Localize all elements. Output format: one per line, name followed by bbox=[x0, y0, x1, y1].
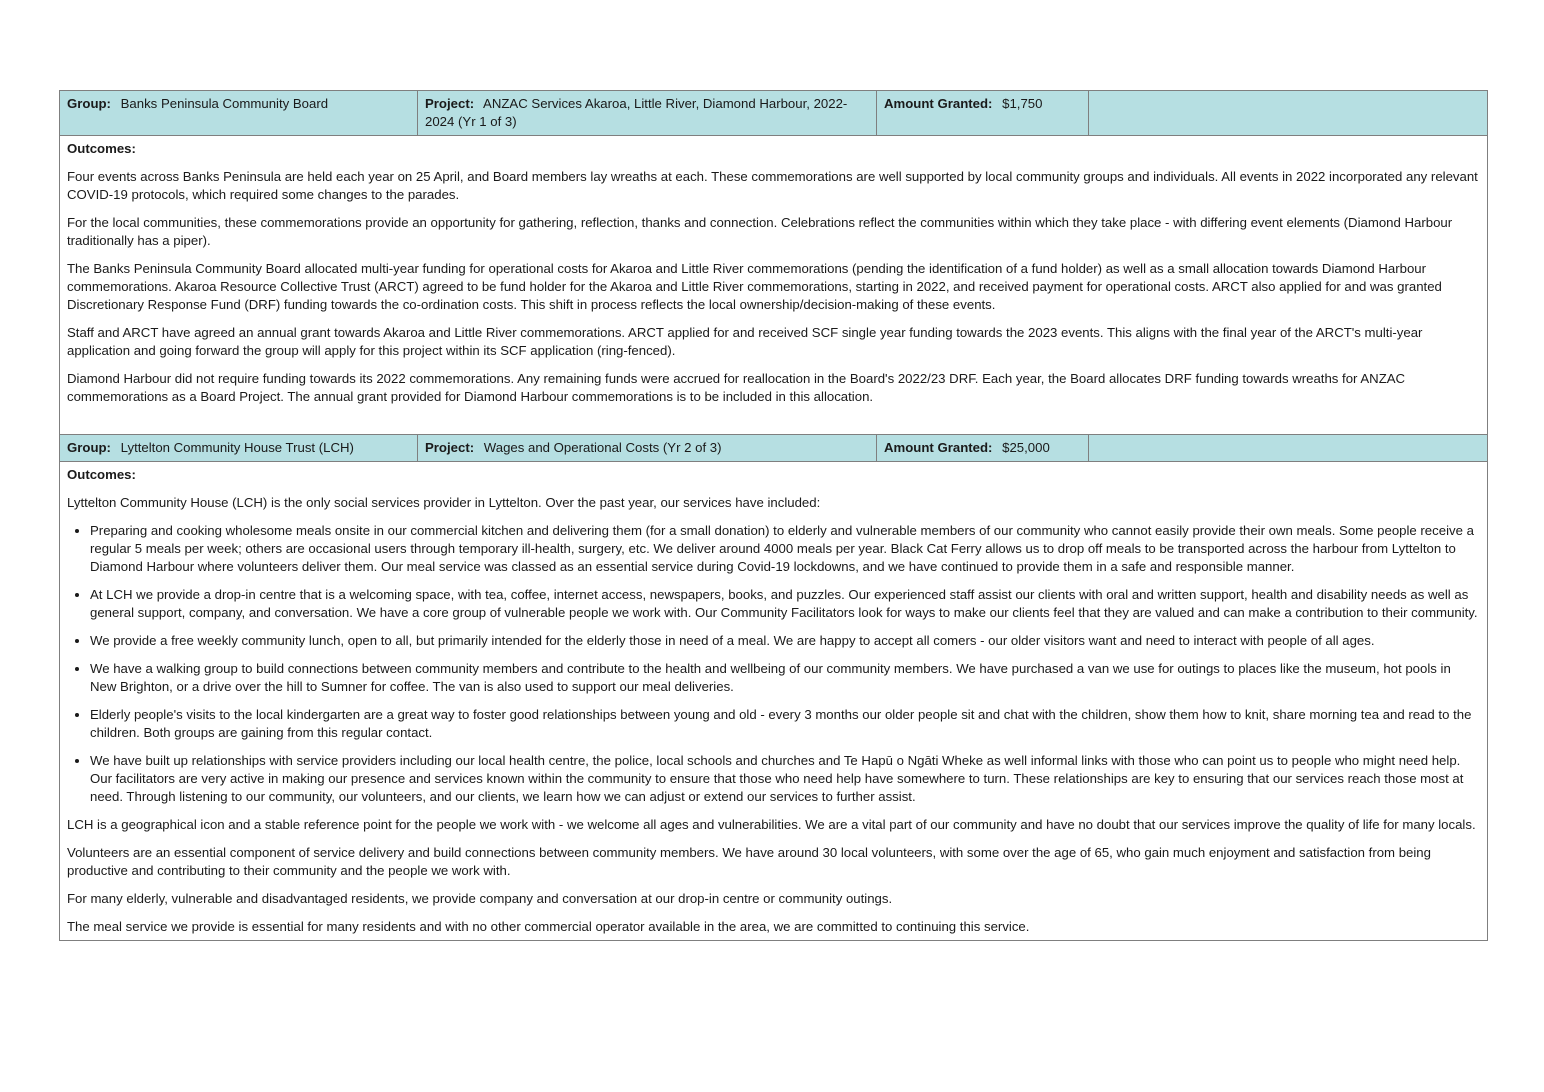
amount-value: $25,000 bbox=[1002, 440, 1050, 455]
list-item: • We have built up relationships with service providers including our local health centre, the police, local schools and churches and Te Hapū o Ngāti Wheke as well informal links with those who can point us to people who might need help. Our facilitators are very active in making our presence and services known within the community to ensure that those who need help have somewhere to turn. These relationships are key to ensuring that our services reach those most at need. Through listening to our community, our volunteers, and our clients, we learn how we can adjust or extend our services to further assist. bbox=[90, 752, 1480, 806]
project-cell bbox=[418, 435, 877, 462]
amount-cell bbox=[877, 91, 1089, 136]
outcomes-cell bbox=[60, 462, 1488, 941]
outcome-paragraph: For many elderly, vulnerable and disadvantaged residents, we provide company and conversation at our drop-in centre or community outings. bbox=[67, 891, 893, 906]
list-item: • We provide a free weekly community lunch, open to all, but primarily intended for the elderly those in need of a meal. We are happy to accept all comers - our older visitors want and need to interact with people of all ages. bbox=[90, 632, 1480, 650]
group-cell bbox=[60, 91, 418, 136]
list-item: • At LCH we provide a drop-in centre that is a welcoming space, with tea, coffee, internet access, newspapers, books, and puzzles. Our experienced staff assist our clients with oral and written support, health and disability needs as well as general support, company, and conversation. We have a core group of vulnerable people we work with. Our Community Facilitators look for ways to make our clients feel that they are valued and can make a contribution to their community. bbox=[90, 586, 1480, 622]
group-label: Group: bbox=[67, 96, 111, 111]
empty-cell bbox=[1089, 91, 1488, 136]
project-name: Wages and Operational Costs (Yr 2 of 3) bbox=[483, 440, 722, 455]
project-label: Project: bbox=[425, 96, 475, 111]
outcome-paragraph: LCH is a geographical icon and a stable reference point for the people we work with - we welcome all ages and vulnerabilities. We are a vital part of our community and have no doubt that our services improve the quality of life for many locals. bbox=[67, 817, 1476, 832]
group-name: Lyttelton Community House Trust (LCH) bbox=[120, 440, 354, 455]
empty-cell bbox=[1089, 435, 1488, 462]
project-name: ANZAC Services Akaroa, Little River, Diamond Harbour, 2022-2024 (Yr 1 of 3) bbox=[425, 96, 848, 129]
list-item: • Elderly people's visits to the local kindergarten are a great way to foster good relationships between young and old - every 3 months our older people sit and chat with the children, show them how to knit, share morning tea and read to the children. Both groups are gaining from this regular contact. bbox=[90, 706, 1480, 742]
project-label: Project: bbox=[425, 440, 475, 455]
grant-outcomes-row bbox=[60, 136, 1488, 435]
group-cell bbox=[60, 435, 418, 462]
outcomes-label: Outcomes: bbox=[67, 467, 136, 482]
amount-value: $1,750 bbox=[1002, 96, 1043, 111]
grants-table bbox=[59, 90, 1488, 941]
grant-header-row bbox=[60, 91, 1488, 136]
group-label: Group: bbox=[67, 440, 111, 455]
outcome-paragraph: The meal service we provide is essential for many residents and with no other commercial operator available in the area, we are committed to continuing this service. bbox=[67, 919, 1030, 934]
project-cell bbox=[418, 91, 877, 136]
list-item: • We have a walking group to build connections between community members and contribute to the health and wellbeing of our community members. We have purchased a van we use for outings to places like the museum, hot pools in New Brighton, or a drive over the hill to Sumner for coffee. The van is also used to support our meal deliveries. bbox=[90, 660, 1480, 696]
amount-label: Amount Granted: bbox=[884, 440, 993, 455]
outcome-paragraph: Four events across Banks Peninsula are held each year on 25 April, and Board members lay wreaths at each. These commemorations are well supported by local community groups and individuals. All events in 2022 incorporated any relevant COVID-19 protocols, which required some changes to the parades. bbox=[67, 169, 1478, 202]
outcomes-label: Outcomes: bbox=[67, 141, 136, 156]
amount-label: Amount Granted: bbox=[884, 96, 993, 111]
outcome-paragraph: The Banks Peninsula Community Board allocated multi-year funding for operational costs for Akaroa and Little River commemorations (pending the identification of a fund holder) as well as a small allocation towards Diamond Harbour commemorations. Akaroa Resource Collective Trust (ARCT) agreed to be fund holder for the Akaroa and Little River commemorations, starting in 2022, and received payment for operational costs. ARCT also applied for and was granted Discretionary Response Fund (DRF) funding towards the co-ordination costs. This shift in process reflects the local ownership/decision-making of these events. bbox=[67, 261, 1442, 312]
outcome-paragraph: Staff and ARCT have agreed an annual grant towards Akaroa and Little River commemorations. ARCT applied for and received SCF single year funding towards the 2023 events. This aligns with the final year of the ARCT's multi-year application and going forward the group will apply for this project within its SCF application (ring-fenced). bbox=[67, 325, 1423, 358]
grant-outcomes-row bbox=[60, 462, 1488, 941]
amount-cell bbox=[877, 435, 1089, 462]
list-item: • Preparing and cooking wholesome meals onsite in our commercial kitchen and delivering them (for a small donation) to elderly and vulnerable members of our community who cannot easily provide their own meals. Some people receive a regular 5 meals per week; others are occasional users through temporary ill-health, surgery, etc. We deliver around 4000 meals per year. Black Cat Ferry allows us to drop off meals to be transported across the harbour from Lyttelton to Diamond Harbour where volunteers deliver them. Our meal service was classed as an essential service during Covid-19 lockdowns, and we have continued to provide them in a safe and responsible manner. bbox=[90, 522, 1480, 576]
outcome-paragraph: For the local communities, these commemorations provide an opportunity for gathering, reflection, thanks and connection. Celebrations reflect the communities within which they take place - with differing event elements (Diamond Harbour traditionally has a piper). bbox=[67, 215, 1453, 248]
grant-header-row bbox=[60, 435, 1488, 462]
group-name: Banks Peninsula Community Board bbox=[120, 96, 329, 111]
outcome-paragraph: Diamond Harbour did not require funding towards its 2022 commemorations. Any remaining funds were accrued for reallocation in the Board's 2022/23 DRF. Each year, the Board allocates DRF funding towards wreaths for ANZAC commemorations as a Board Project. The annual grant provided for Diamond Harbour commemorations is to be included in this allocation. bbox=[67, 371, 1406, 404]
services-list bbox=[67, 522, 1480, 806]
outcome-paragraph: Volunteers are an essential component of service delivery and build connections between community members. We have around 30 local volunteers, with some over the age of 65, who gain much enjoyment and satisfaction from being productive and contributing to their community and the people we work with. bbox=[67, 845, 1431, 878]
outcomes-cell bbox=[60, 136, 1488, 435]
outcome-intro: Lyttelton Community House (LCH) is the only social services provider in Lyttelton. Over the past year, our services have included: bbox=[67, 495, 821, 510]
